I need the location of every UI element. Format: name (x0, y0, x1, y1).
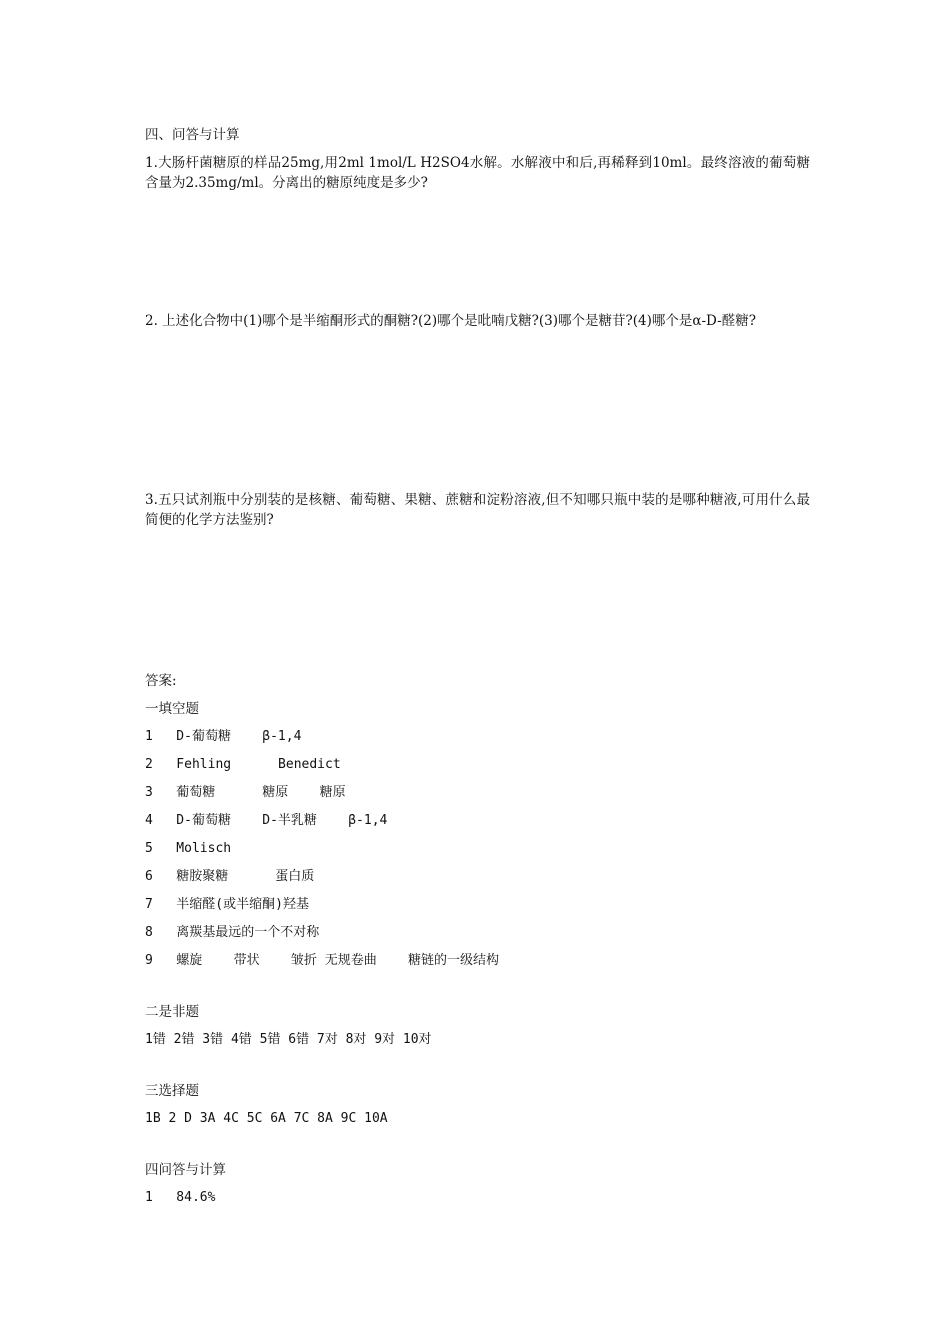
answer-line: 7 半缩醛(或半缩酮)羟基 (145, 897, 309, 912)
section-title: 四、问答与计算 (145, 127, 240, 143)
answer-line: 5 Molisch (145, 841, 232, 856)
part3-answers: 1B 2 D 3A 4C 5C 6A 7C 8A 9C 10A (145, 1111, 388, 1126)
answer-line: 3 葡萄糖 糖原 糖原 (145, 785, 346, 800)
answers-title: 答案: (145, 673, 177, 689)
part3-title: 三选择题 (145, 1083, 199, 1099)
part4-answers: 1 84.6% (145, 1190, 216, 1205)
answer-line: 4 D-葡萄糖 D-半乳糖 β-1,4 (145, 813, 388, 828)
answer-line: 9 螺旋 带状 皱折 无规卷曲 糖链的一级结构 (145, 953, 500, 968)
answer-line: 2 Fehling Benedict (145, 757, 341, 772)
part4-title: 四问答与计算 (145, 1162, 226, 1178)
answer-line: 1 D-葡萄糖 β-1,4 (145, 729, 302, 744)
part2-title: 二是非题 (145, 1004, 199, 1020)
answer-line: 6 糖胺聚糖 蛋白质 (145, 869, 315, 884)
part1-title: 一填空题 (145, 701, 199, 717)
question-1: 1.大肠杆菌糖原的样品25mg,用2ml 1mol/L H2SO4水解。水解液中和后,再稀释到10ml。最终溶液的葡萄糖含量为2.35mg/ml。分离出的糖原纯度是多少? (145, 155, 810, 191)
answer-line: 8 离羰基最远的一个不对称 (145, 925, 320, 940)
question-2: 2. 上述化合物中(1)哪个是半缩酮形式的酮糖?(2)哪个是吡喃戊糖?(3)哪个是糖苷?(4)哪个是α-D-醛糖? (145, 313, 756, 329)
question-3: 3.五只试剂瓶中分别装的是核糖、葡萄糖、果糖、蔗糖和淀粉溶液,但不知哪只瓶中装的是哪种糖液,可用什么最简便的化学方法鉴别? (145, 492, 810, 528)
part2-answers: 1错 2错 3错 4错 5错 6错 7对 8对 9对 10对 (145, 1032, 432, 1047)
